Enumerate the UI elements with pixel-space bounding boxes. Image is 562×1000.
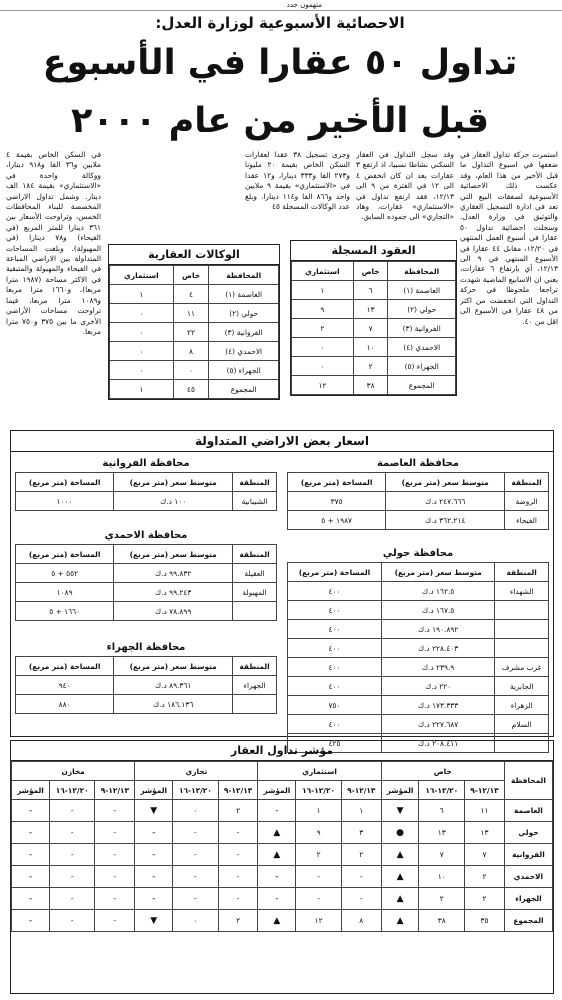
indicator-cell: - — [12, 844, 50, 866]
cell: ٤٠٠ — [288, 658, 382, 677]
cell: ١٧٣.٣٣٣ د.ك — [381, 696, 495, 715]
subheader-cell: ١٢/٢٠-١٦ — [173, 781, 219, 800]
indicator-cell: ▲ — [381, 910, 419, 932]
table-row — [16, 602, 277, 621]
article-column-1: استمرت حركة تداول العقار في ضعفها في اسبوع التداول ما قبل الأخير من هذا العام، وقد عكست ذلك الاحصائية الأسبوعية لصفقات البيع التي تعد في ادارة التسجيل العقاري والتوثيق في وزارة العدل. وسجلت احصائية تداول ٥٠ عقارا في أسبوع العمل المنتهي في ١٢/٢٠، مقابل ٤٤ عقارا في الأسبوع المنتهي في ٩ الى ١٢/١٣، أي بارتفاع ٦ عقارات، يعني ان الاسابيع الماضية شهدت تراجعا ملحوظا في حركة التداول التي انخفضت من اكثر من ٤٨ عقارا في الأسبوع الى اقل من ٤٠. — [460, 150, 558, 326]
cell: ٤٠٠ — [288, 620, 382, 639]
cell: ٨ — [173, 342, 209, 361]
cell: ٤ — [173, 285, 209, 304]
cell: ٩ — [292, 300, 354, 319]
value-cell: - — [173, 844, 219, 866]
value-cell: - — [173, 866, 219, 888]
jahra-section — [15, 639, 277, 714]
value-cell: - — [49, 866, 95, 888]
top-strip-text: متهمون جدد — [286, 1, 322, 9]
cell: ١١ — [173, 304, 209, 323]
value-cell: ٢ — [218, 910, 258, 932]
table-row — [110, 304, 279, 323]
cell: ٢ — [292, 319, 354, 338]
article-column-4: في السكن الخاص بقيمة ٤ ملايين و٣٦ الفا و٩١٨ دينارا، ووكالة واحدة في «الاستثماري» بقيمة ١٨٤ الف دينار. وشمل تداول الاراضي المخصصة للبناء المحافظات الخمس، وتراوحت الأسعار بين ٣٦١ دينارا للمتر المربع (في الفيحاء) و٧٨ دينارا (في المهبولة). وبلغت المساحات المتداولة بين الاراضي المباعة في الفيحاء والمهبولة والمتبقية في الاكثر مساحة (١٩٨٧ مترا مربعا)، و١٦٦٠ مترا مربعا و١٠٨٩ مترا مربعا، فيما تراوحت مساحات الأراضي الأخرى ما بين ٣٧٥ و٧٥٠ مترا مربعا. — [6, 150, 101, 336]
table-row — [292, 338, 456, 357]
table-row — [288, 715, 549, 734]
cell: ٧٥٠ — [288, 696, 382, 715]
value-cell: ٩ — [296, 822, 342, 844]
hawalli-section — [287, 545, 549, 753]
cell: ١٩٨٧ + ٥ — [288, 511, 386, 530]
indicator-cell: - — [135, 866, 173, 888]
cell: ٩٩.٢٤٣ د.ك — [114, 583, 233, 602]
cell: ٤٠٠ — [288, 639, 382, 658]
cell: الجهراء (٥) — [209, 361, 279, 380]
table-row — [288, 677, 549, 696]
table-row — [288, 582, 549, 601]
value-cell: ١٣ — [419, 822, 465, 844]
table-row — [16, 492, 277, 511]
value-cell: ٢ — [296, 844, 342, 866]
cell: ٧٨.٨٩٩ د.ك — [114, 602, 233, 621]
cell: ٢٢٨.٤٠٣ د.ك — [381, 639, 495, 658]
value-cell: - — [173, 822, 219, 844]
indicator-cell: - — [12, 866, 50, 888]
article-column-3: وجرى تسجيل ٣٨ عقدا لعقارات السكن الخاص بقيمة ٢٠ مليونا و٢٧٣ الفا و٣٣٣ دينارا، و١٢ عقدا في «الاستثماري» بقيمة ٩ ملايين واحد و٨٦٦ الفا و١١٤ دينارا. وبلغ عدد الوكالات المسجلة ٤٥ — [245, 150, 350, 212]
cell: حولي (٢) — [388, 300, 456, 319]
capital-table — [287, 472, 549, 530]
indicator-cell: - — [135, 844, 173, 866]
value-cell: ٨ — [341, 910, 381, 932]
cell: ١٨٦.١٣٦ د.ك — [114, 695, 233, 714]
cell: ٣٦٢.٢١٤ د.ك — [386, 511, 505, 530]
subheader-cell: ١٢/١٣-٩ — [341, 781, 381, 800]
cell: الفروانية (٣) — [388, 319, 456, 338]
value-cell: ١٠ — [419, 866, 465, 888]
subheader-cell: المؤشر — [381, 781, 419, 800]
value-cell: - — [296, 866, 342, 888]
indicator-cell: - — [135, 822, 173, 844]
table-row — [110, 342, 279, 361]
indicator-cell: ▲ — [258, 910, 296, 932]
table-row — [16, 676, 277, 695]
governorate-cell: العاصمة — [504, 800, 552, 822]
capital-title: محافظة العاصمة — [376, 458, 459, 469]
value-cell: ٢ — [465, 888, 505, 910]
top-strip — [0, 0, 562, 11]
governorate-cell: حولي — [504, 822, 552, 844]
value-cell: - — [296, 888, 342, 910]
registered-contracts-table — [291, 261, 456, 395]
value-cell: ١ — [296, 800, 342, 822]
col-area: المنطقة — [233, 657, 277, 676]
cell: ٠ — [173, 361, 209, 380]
col-private: خاص — [353, 262, 388, 281]
subheader-cell: ١٢/١٣-٩ — [465, 781, 505, 800]
cell: ٠ — [292, 338, 354, 357]
col-governorate: المحافظة — [504, 762, 552, 800]
cell: الاحمدي (٤) — [388, 338, 456, 357]
cell: ١٦٢.٥ د.ك — [381, 582, 495, 601]
cell: ١٠ — [353, 338, 388, 357]
headline-line1: تداول ٥٠ عقارا في الأسبوع — [42, 43, 518, 83]
cell: ٩٤٠ — [16, 676, 114, 695]
jahra-title: محافظة الجهراء — [106, 642, 186, 653]
cell: ٢ — [353, 357, 388, 376]
indicator-cell: - — [135, 888, 173, 910]
cell: غرب مشرف — [495, 658, 549, 677]
cell: ٤٠٠ — [288, 715, 382, 734]
headline-line2: قبل الأخير من عام ٢٠٠٠ — [70, 101, 490, 141]
cell: ١ — [110, 285, 174, 304]
cell: ١٦٦٠ + ٥ — [16, 602, 114, 621]
col-avg-price: متوسط سعر (متر مربع) — [114, 545, 233, 564]
value-cell: ٣٨ — [419, 910, 465, 932]
table-row — [288, 620, 549, 639]
table-row — [288, 601, 549, 620]
cell: المجموع — [388, 376, 456, 395]
indicator-cell: ▲ — [381, 888, 419, 910]
table-row — [292, 376, 456, 395]
col-investment: استثماري — [110, 266, 174, 285]
value-cell: ٦ — [419, 800, 465, 822]
col-governorate: المحافظة — [209, 266, 279, 285]
table-row — [292, 319, 456, 338]
governorate-cell: الجهراء — [504, 888, 552, 910]
value-cell: - — [95, 866, 135, 888]
indicator-cell: ▼ — [135, 800, 173, 822]
indicator-cell: - — [12, 888, 50, 910]
subheader-cell: ١٢/٢٠-١٦ — [296, 781, 342, 800]
cell: الشيبانية — [233, 492, 277, 511]
table-row — [12, 866, 553, 888]
cell: العاصمة (١) — [388, 281, 456, 300]
table-row — [16, 583, 277, 602]
table-row — [12, 800, 553, 822]
value-cell: - — [95, 800, 135, 822]
cell: ٠ — [110, 323, 174, 342]
col-avg-price: متوسط سعر (متر مربع) — [386, 473, 505, 492]
ahmadi-table — [15, 544, 277, 621]
table-row — [110, 323, 279, 342]
table-row — [292, 281, 456, 300]
indicator-cell: ▲ — [258, 822, 296, 844]
value-cell: ٣٥ — [465, 910, 505, 932]
value-cell: ١٢ — [296, 910, 342, 932]
value-cell: ٢ — [341, 844, 381, 866]
group-commercial: تجاري — [135, 762, 258, 781]
value-cell: - — [49, 910, 95, 932]
col-avg-price: متوسط سعر (متر مربع) — [114, 473, 233, 492]
value-cell: ٠ — [173, 910, 219, 932]
indicator-cell: ▲ — [381, 866, 419, 888]
table-row — [292, 300, 456, 319]
farwaniya-title: محافظة الفروانية — [102, 458, 190, 469]
value-cell: ٢ — [218, 800, 258, 822]
cell: الشهداء — [495, 582, 549, 601]
cell — [495, 601, 549, 620]
cell: ٣٨ — [353, 376, 388, 395]
value-cell: - — [218, 844, 258, 866]
col-area: المنطقة — [495, 563, 549, 582]
table-row — [288, 492, 549, 511]
indicator-cell: - — [258, 800, 296, 822]
cell — [233, 602, 277, 621]
table-row — [16, 695, 277, 714]
value-cell: - — [341, 866, 381, 888]
cell — [233, 695, 277, 714]
cell: الجهراء (٥) — [388, 357, 456, 376]
governorate-cell: الفروانية — [504, 844, 552, 866]
value-cell: - — [218, 822, 258, 844]
col-area: المنطقة — [233, 473, 277, 492]
cell: ٦ — [353, 281, 388, 300]
col-area: المنطقة — [505, 473, 549, 492]
value-cell: ٢ — [465, 866, 505, 888]
table-row — [110, 361, 279, 380]
table-row — [288, 658, 549, 677]
index-table — [11, 761, 553, 932]
cell: ١٠٨٩ — [16, 583, 114, 602]
cell — [495, 639, 549, 658]
col-size: المساحة (متر مربع) — [16, 545, 114, 564]
value-cell: - — [95, 844, 135, 866]
col-size: المساحة (متر مربع) — [16, 473, 114, 492]
subheader-cell: ١٢/٢٠-١٦ — [419, 781, 465, 800]
hawalli-table — [287, 562, 549, 753]
value-cell: - — [49, 888, 95, 910]
cell: ١٢ — [292, 376, 354, 395]
col-private: خاص — [173, 266, 209, 285]
cell: ٢٢٧.٦٨٧ د.ك — [381, 715, 495, 734]
article-column-2: وقد سجل التداول في العقار السكني نشاطا نسبيا، اذ ارتفع ٣ عقارات بعد ان كان اتخفض ٤ الى ١٢ في الفترة من ٩ الى ١٢/١٣، فقد ارتفع تداول في «الاستثماري» عقارات، وهاد «التجاري» الى جموده السابق. — [356, 150, 454, 222]
group-warehouses: مخازن — [12, 762, 135, 781]
subheader-cell: ١٢/١٣-٩ — [95, 781, 135, 800]
index-title: مؤشر تداول العقار — [11, 741, 553, 761]
table-row — [12, 822, 553, 844]
farwaniya-section — [15, 455, 277, 511]
value-cell: ٢ — [419, 888, 465, 910]
cell: ٤٠٠ — [288, 601, 382, 620]
cell: السلام — [495, 715, 549, 734]
indicator-cell: - — [12, 800, 50, 822]
governorate-cell: الاحمدي — [504, 866, 552, 888]
cell — [495, 620, 549, 639]
value-cell: - — [49, 822, 95, 844]
table-row — [292, 357, 456, 376]
hawalli-title: محافظة حولي — [382, 548, 454, 559]
table-row — [288, 511, 549, 530]
cell: العاصمة (١) — [209, 285, 279, 304]
value-cell: ١٣ — [465, 822, 505, 844]
table-row — [288, 696, 549, 715]
subheader-cell: ١٢/١٣-٩ — [218, 781, 258, 800]
cell: الجابرية — [495, 677, 549, 696]
value-cell: - — [49, 844, 95, 866]
cell: ٢٣٩.٩ د.ك — [381, 658, 495, 677]
col-investment: استثماري — [292, 262, 354, 281]
cell: ٠ — [110, 342, 174, 361]
value-cell: - — [173, 888, 219, 910]
value-cell: ١ — [341, 800, 381, 822]
group-investment: استثماري — [258, 762, 381, 781]
table-row — [12, 910, 553, 932]
indicator-cell: ▼ — [135, 910, 173, 932]
cell: ٣٧٥ — [288, 492, 386, 511]
value-cell: - — [49, 800, 95, 822]
cell: ٨٩.٣٦١ د.ك — [114, 676, 233, 695]
cell: ٠ — [292, 357, 354, 376]
cell: ١ — [110, 380, 174, 399]
table-row — [288, 639, 549, 658]
cell: ١٠٠ د.ك — [114, 492, 233, 511]
ahmadi-title: محافظة الاحمدي — [104, 530, 188, 541]
farwaniya-table — [15, 472, 277, 511]
value-cell: ٧ — [465, 844, 505, 866]
cell: العقيلة — [233, 564, 277, 583]
subheader-row — [12, 781, 553, 800]
value-cell: ١١ — [465, 800, 505, 822]
value-cell: - — [218, 866, 258, 888]
col-avg-price: متوسط سعر (متر مربع) — [114, 657, 233, 676]
value-cell: ٣ — [341, 822, 381, 844]
col-governorate: المحافظة — [388, 262, 456, 281]
cell: ٨٨٠ — [16, 695, 114, 714]
cell: ٠ — [110, 361, 174, 380]
cell: ١٦٧.٥ د.ك — [381, 601, 495, 620]
land-prices-title: اسعار بعض الاراضي المتداولة — [11, 431, 553, 452]
table-row — [16, 564, 277, 583]
cell: ١٣ — [353, 300, 388, 319]
col-area: المنطقة — [233, 545, 277, 564]
cell: المهبولة — [233, 583, 277, 602]
indicator-cell: - — [12, 822, 50, 844]
registered-contracts-title: العقود المسجلة — [291, 241, 456, 261]
cell: ٢٤٧.٦٦٦ د.ك — [386, 492, 505, 511]
value-cell: ٠ — [173, 800, 219, 822]
cell: ٧ — [353, 319, 388, 338]
table-row — [110, 285, 279, 304]
subheader-cell: ١٢/٢٠-١٦ — [49, 781, 95, 800]
agencies-table — [109, 265, 279, 399]
value-cell: - — [218, 888, 258, 910]
cell: ٥٥٢ + ٥ — [16, 564, 114, 583]
cell: ٤٢٥ — [288, 734, 382, 753]
cell: ٠ — [110, 304, 174, 323]
cell: الفروانية (٣) — [209, 323, 279, 342]
subtitle: الاحصائية الأسبوعية لوزارة العدل: — [155, 14, 405, 32]
agencies-title: الوكالات العقارية — [109, 245, 279, 265]
cell: ٢٢ — [173, 323, 209, 342]
cell: الزهراء — [495, 696, 549, 715]
subheader-cell: المؤشر — [135, 781, 173, 800]
cell: ١٩٠.٨٩٢ د.ك — [381, 620, 495, 639]
table-row — [110, 380, 279, 399]
jahra-table — [15, 656, 277, 714]
capital-section — [287, 455, 549, 530]
land-prices-box — [10, 430, 554, 748]
col-size: المساحة (متر مربع) — [16, 657, 114, 676]
cell: المجموع — [209, 380, 279, 399]
index-box — [10, 740, 554, 994]
cell: الفيحاء — [505, 511, 549, 530]
cell: ٤٥ — [173, 380, 209, 399]
cell: ٤٠٠ — [288, 677, 382, 696]
indicator-cell: - — [258, 888, 296, 910]
col-size: المساحة (متر مربع) — [288, 473, 386, 492]
table-row — [12, 888, 553, 910]
value-cell: - — [95, 910, 135, 932]
value-cell: - — [95, 822, 135, 844]
cell: الاحمدي (٤) — [209, 342, 279, 361]
table-row — [12, 844, 553, 866]
cell: الروضة — [505, 492, 549, 511]
governorate-cell: المجموع — [504, 910, 552, 932]
indicator-cell: - — [12, 910, 50, 932]
value-cell: ٧ — [419, 844, 465, 866]
agencies-box — [108, 244, 280, 400]
cell: ٢٠٨.٤١١ د.ك — [381, 734, 495, 753]
indicator-cell: ● — [381, 822, 419, 844]
indicator-cell: ▼ — [381, 800, 419, 822]
col-size: المساحة (متر مربع) — [288, 563, 382, 582]
cell: حولي (٢) — [209, 304, 279, 323]
ahmadi-section — [15, 527, 277, 621]
subheader-cell: المؤشر — [12, 781, 50, 800]
cell: ٢٢٠ د.ك — [381, 677, 495, 696]
cell: ١ — [292, 281, 354, 300]
group-private: خاص — [381, 762, 504, 781]
col-avg-price: متوسط سعر (متر مربع) — [381, 563, 495, 582]
cell: ٩٩.٨٣٢ د.ك — [114, 564, 233, 583]
cell: ٤٠٠ — [288, 582, 382, 601]
cell: ١٠٠٠ — [16, 492, 114, 511]
indicator-cell: ▲ — [258, 844, 296, 866]
registered-contracts-box — [290, 240, 457, 396]
cell: الجهراء — [233, 676, 277, 695]
value-cell: - — [341, 888, 381, 910]
subheader-cell: المؤشر — [258, 781, 296, 800]
value-cell: - — [95, 888, 135, 910]
indicator-cell: - — [258, 866, 296, 888]
indicator-cell: ▲ — [381, 844, 419, 866]
